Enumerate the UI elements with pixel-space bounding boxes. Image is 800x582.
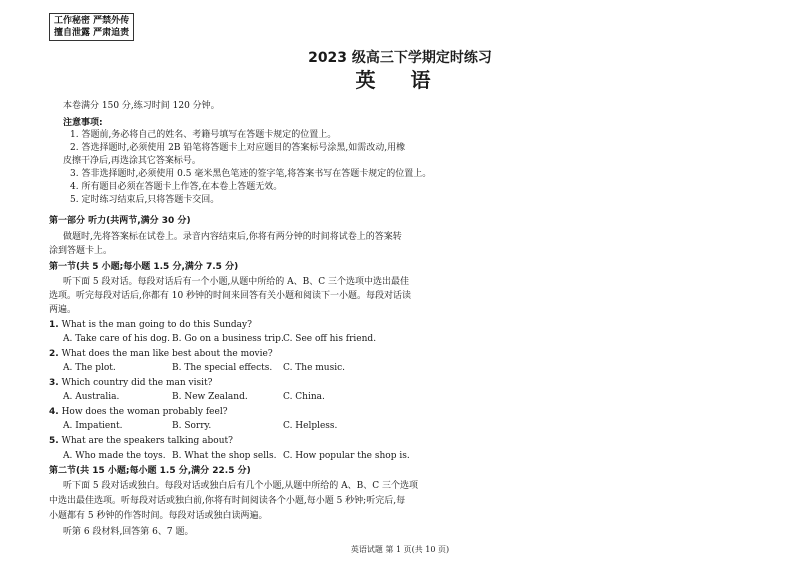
option-c: C. See off his friend. bbox=[283, 334, 377, 344]
option-b: B. Sorry. bbox=[172, 421, 212, 431]
option-b: B. The special effects. bbox=[172, 363, 273, 373]
note-item: 1. 答题前,务必将自己的姓名、考籍号填写在答题卡规定的位置上。 bbox=[70, 130, 337, 140]
option-c: C. Helpless. bbox=[283, 421, 338, 431]
question-number: 4. bbox=[49, 407, 59, 417]
question-text: What does the man like best about the movie? bbox=[61, 349, 273, 359]
option-a: A. Impatient. bbox=[63, 421, 123, 431]
section1-heading: 第一节(共 5 小题;每小题 1.5 分,满分 7.5 分) bbox=[49, 262, 239, 272]
confidential-stamp bbox=[49, 13, 134, 41]
option-a: A. Take care of his dog. bbox=[63, 334, 170, 344]
option-c: C. The music. bbox=[283, 363, 346, 373]
section2-desc: 小题都有 5 秒钟的作答时间。每段对话或独白读两遍。 bbox=[49, 511, 268, 521]
question-text: Which country did the man visit? bbox=[61, 378, 213, 388]
section2-heading: 第二节(共 15 小题;每小题 1.5 分,满分 22.5 分) bbox=[49, 466, 251, 476]
section2-desc: 听下面 5 段对话或独白。每段对话或独白后有几个小题,从题中所给的 A、B、C 三个选项 bbox=[63, 481, 419, 491]
stamp-line-1: 工作秘密 严禁外传 bbox=[54, 16, 130, 26]
section2-instruction: 听第 6 段材料,回答第 6、7 题。 bbox=[63, 527, 194, 537]
question bbox=[49, 377, 212, 389]
option-c: C. How popular the shop is. bbox=[283, 451, 410, 461]
score-time-info: 本卷满分 150 分,练习时间 120 分钟。 bbox=[63, 101, 220, 111]
question-number: 1. bbox=[49, 320, 59, 330]
question bbox=[49, 319, 252, 331]
note-item: 皮擦干净后,再选涂其它答案标号。 bbox=[63, 156, 201, 166]
option-a: A. Who made the toys. bbox=[63, 451, 166, 461]
part1-desc: 涂到答题卡上。 bbox=[49, 246, 113, 256]
section1-desc: 选项。听完每段对话后,你都有 10 秒钟的时间来回答有关小题和阅读下一小题。每段对话读 bbox=[49, 291, 412, 301]
note-item: 5. 定时练习结束后,只将答题卡交回。 bbox=[70, 195, 220, 205]
question-text: How does the woman probably feel? bbox=[61, 407, 228, 417]
note-item: 3. 答非选择题时,必须使用 0.5 毫米黑色笔迹的签字笔,将答案书写在答题卡规定的位置上。 bbox=[70, 169, 432, 179]
question bbox=[49, 348, 273, 360]
option-a: A. Australia. bbox=[63, 392, 120, 402]
note-item: 4. 所有题目必须在答题卡上作答,在本卷上答题无效。 bbox=[70, 182, 283, 192]
option-b: B. What the shop sells. bbox=[172, 451, 277, 461]
question-number: 3. bbox=[49, 378, 59, 388]
exam-subject: 英 语 bbox=[355, 68, 445, 92]
note-item: 2. 答选择题时,必须使用 2B 铅笔将答题卡上对应题目的答案标号涂黑,如需改动,用橡 bbox=[70, 143, 406, 153]
question-number: 5. bbox=[49, 436, 59, 446]
option-c: C. China. bbox=[283, 392, 325, 402]
option-b: B. Go on a business trip. bbox=[172, 334, 284, 344]
question-text: What is the man going to do this Sunday? bbox=[61, 320, 252, 330]
question-text: What are the speakers talking about? bbox=[61, 436, 233, 446]
question bbox=[49, 406, 228, 418]
part1-heading: 第一部分 听力(共两节,满分 30 分) bbox=[49, 216, 191, 226]
option-b: B. New Zealand. bbox=[172, 392, 248, 402]
question-number: 2. bbox=[49, 349, 59, 359]
page-footer: 英语试题 第 1 页(共 10 页) bbox=[350, 545, 450, 554]
exam-title: 2023 级高三下学期定时练习 bbox=[308, 50, 492, 66]
notes-heading: 注意事项: bbox=[63, 118, 103, 128]
section1-desc: 听下面 5 段对话。每段对话后有一个小题,从题中所给的 A、B、C 三个选项中选出最佳 bbox=[63, 277, 410, 287]
question bbox=[49, 435, 233, 447]
section1-desc: 两遍。 bbox=[49, 305, 77, 315]
section2-desc: 中选出最佳选项。听每段对话或独白前,你将有时间阅读各个小题,每小题 5 秒钟;听完后,每 bbox=[49, 496, 406, 506]
option-a: A. The plot. bbox=[63, 363, 116, 373]
stamp-line-2: 擅自泄露 严肃追责 bbox=[54, 28, 130, 38]
part1-desc: 做题时,先将答案标在试卷上。录音内容结束后,你将有两分钟的时间将试卷上的答案转 bbox=[63, 232, 402, 242]
